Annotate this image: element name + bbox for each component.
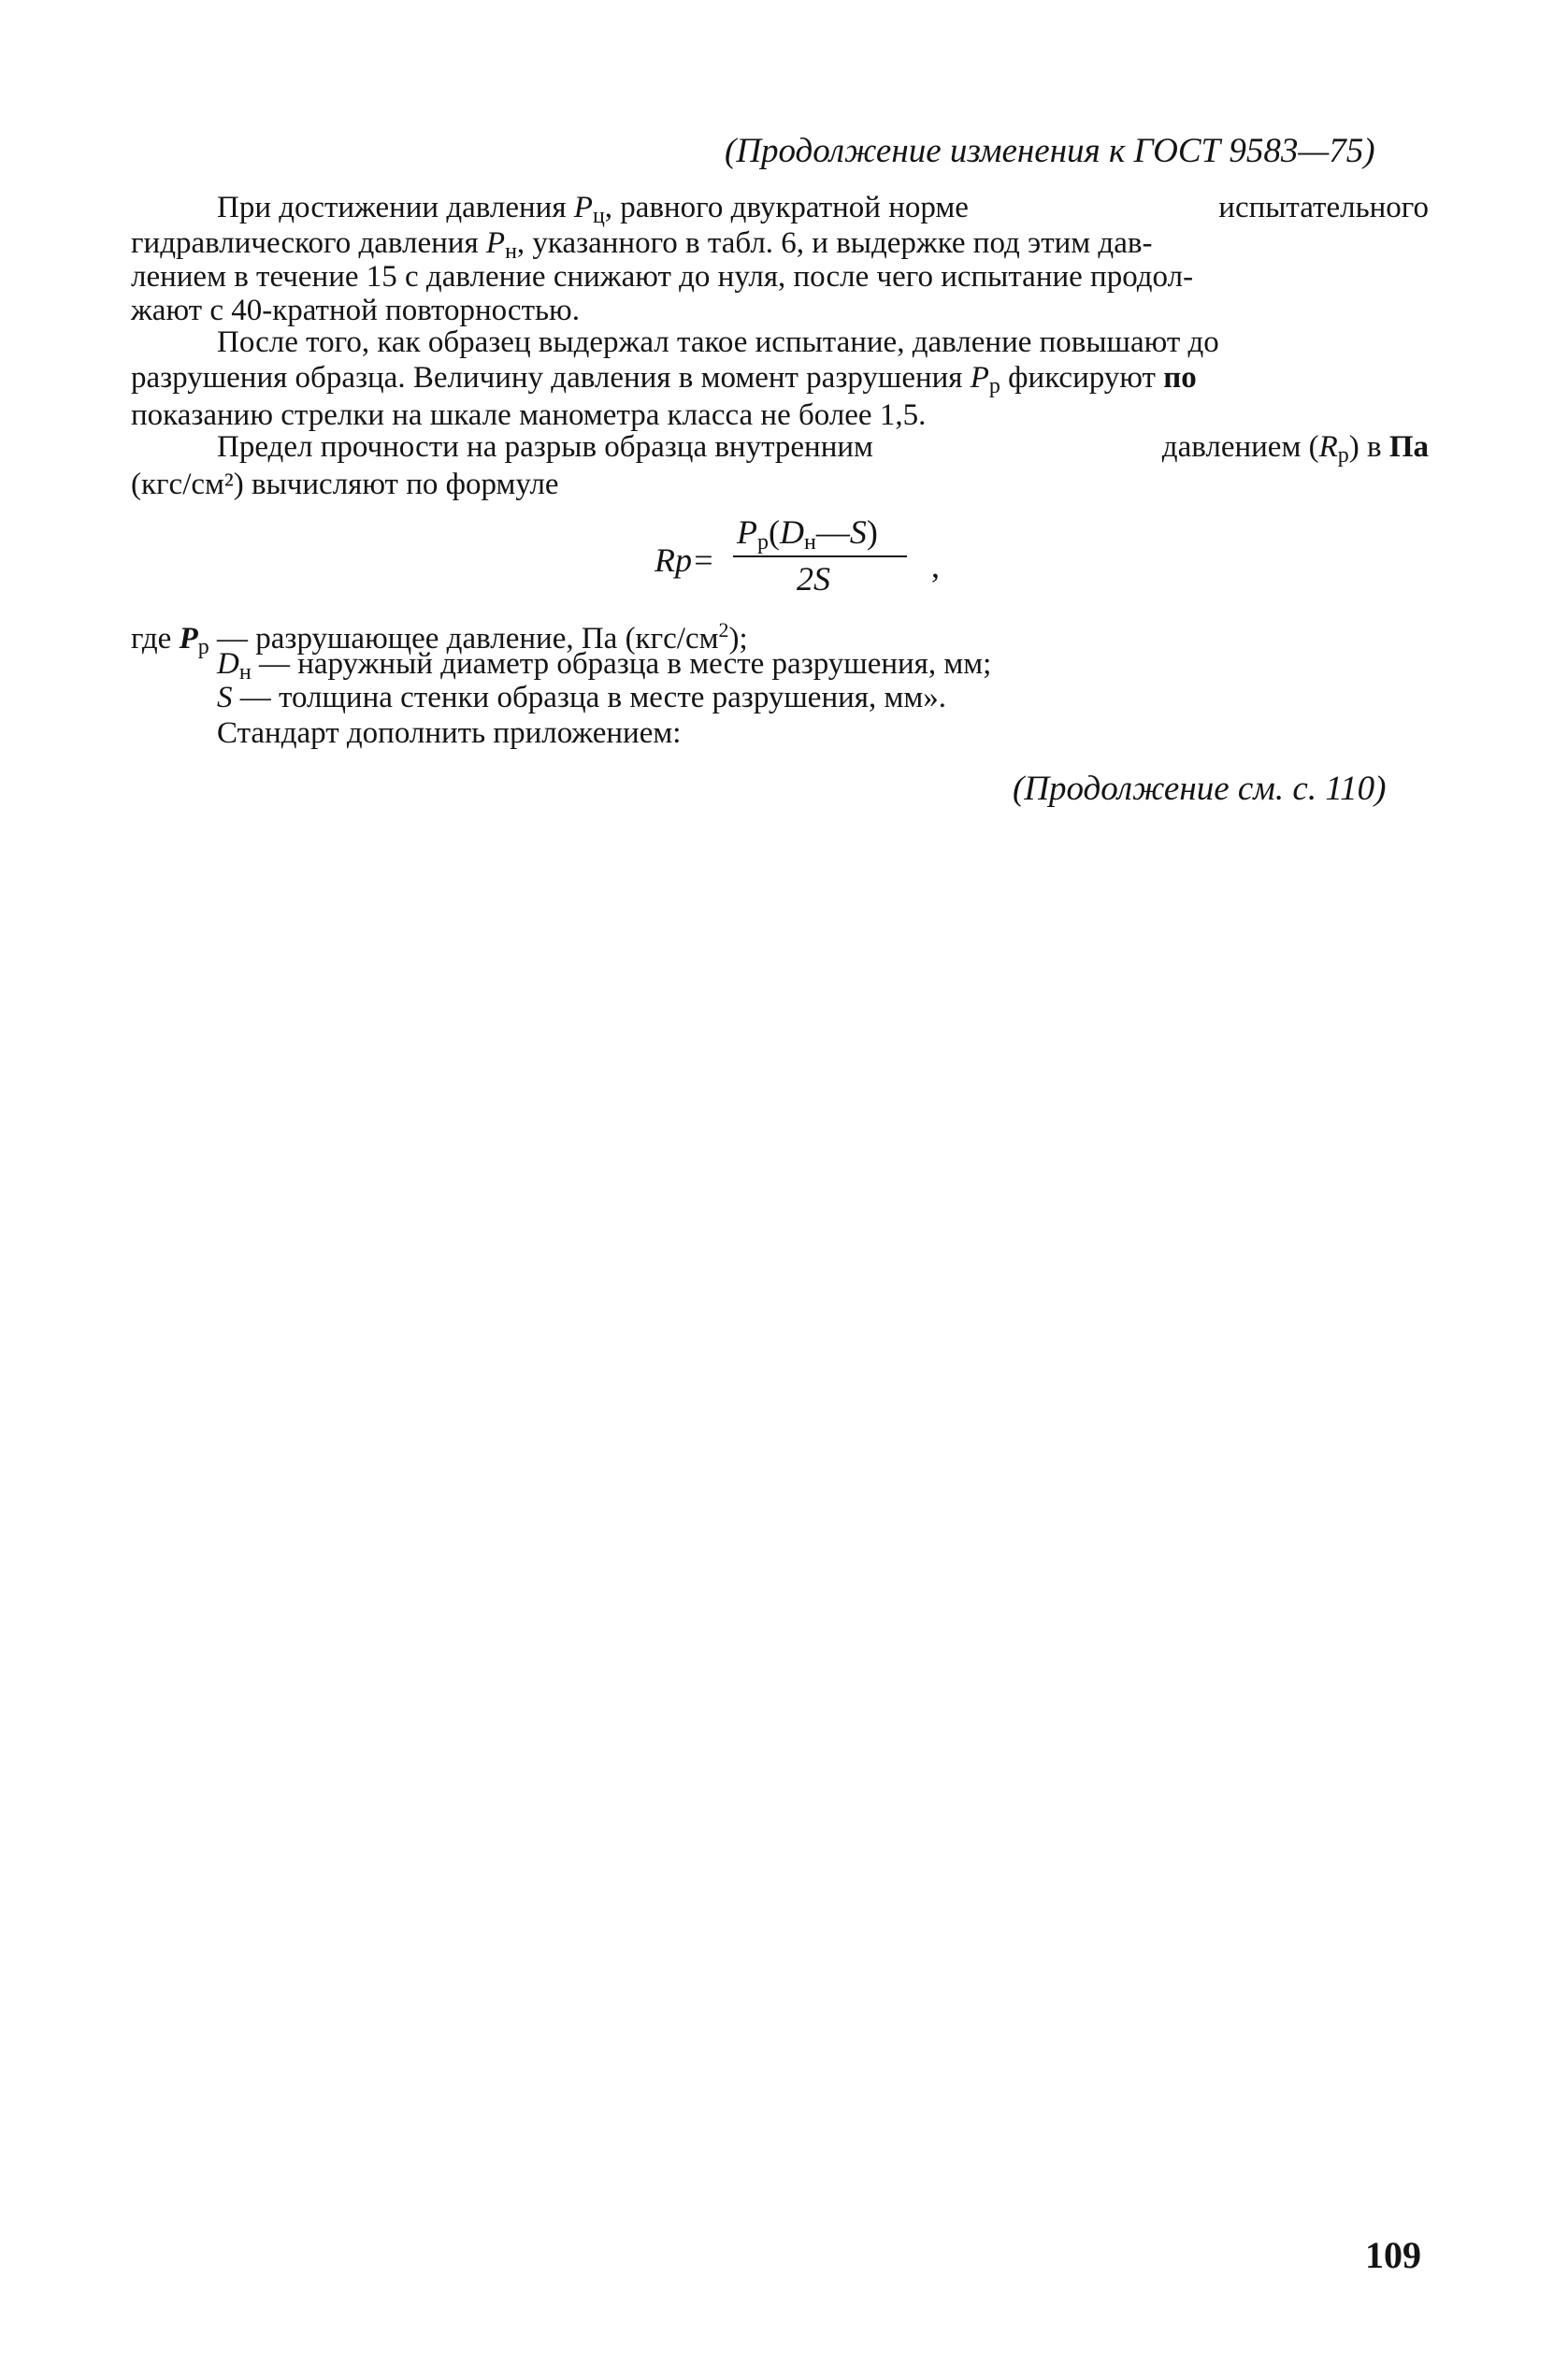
final-line: Стандарт дополнить приложением: (217, 716, 682, 750)
para1-line-1: При достижении давления $P_ц$, равного двукратной норме испытательного (217, 191, 1429, 228)
formula-numerator: $P_р(D_н—S)$ (737, 513, 878, 555)
para2-line-2: разрушения образца. Величину давления в момент разрушения $P_р$ фиксируют по (131, 361, 1197, 398)
para2-line-1: После того, как образец выдержал такое испытание, давление повышают до (217, 325, 1219, 359)
continuation-note: (Продолжение см. с. 110) (1013, 770, 1387, 808)
where-line-2: $D_н$ — наружный диаметр образца в месте разрушения, мм; (217, 647, 992, 685)
para3-line-2: (кгс/см²) вычисляют по формуле (131, 468, 559, 501)
para1-line-4: жают с 40-кратной повторностью. (131, 294, 580, 327)
para2-line-3: показанию стрелки на шкале манометра класса не более 1,5. (131, 398, 927, 432)
para1-line-2: гидравлического давления $P_н$, указанного в табл. 6, и выдержке под этим дав- (131, 226, 1153, 264)
formula-comma: , (931, 547, 940, 584)
formula-lhs: Rр= (655, 541, 715, 579)
page-number: 109 (1365, 2234, 1421, 2276)
fraction-bar (733, 555, 907, 557)
para3-line-1: Предел прочности на разрыв образца внутренним давлением $(R_р)$ в Па (217, 430, 1429, 468)
running-header: (Продолжение изменения к ГОСТ 9583—75) (725, 132, 1375, 170)
where-line-3: S — толщина стенки образца в месте разрушения, мм». (217, 681, 946, 714)
where-line-1: где $P_р$ — разрушающее давление, Па $(кгс/см^2)$; (131, 618, 748, 659)
para1-line-3: лением в течение 15 с давление снижают до нуля, после чего испытание продол- (131, 260, 1194, 294)
formula-denominator: 2S (797, 560, 830, 598)
formula (655, 512, 963, 606)
